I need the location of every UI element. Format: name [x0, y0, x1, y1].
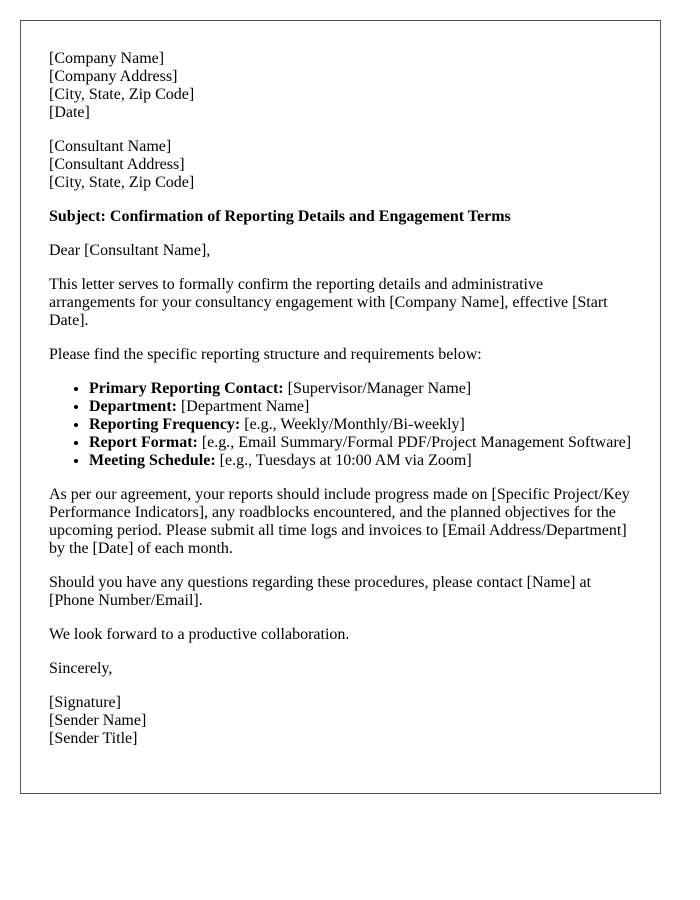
closing-line: We look forward to a productive collaboration. — [49, 626, 350, 643]
signature: [Signature] — [49, 694, 121, 711]
item-value: [Department Name] — [176, 398, 310, 415]
sender-title: [Sender Title] — [49, 730, 138, 747]
company-name: [Company Name] — [49, 50, 165, 67]
questions-paragraph: Should you have any questions regarding these procedures, please contact [Name] at [Phone Number/Email]. — [49, 574, 592, 609]
subject-text: Subject: Confirmation of Reporting Details and Engagement Terms — [49, 208, 511, 225]
item-value: [e.g., Email Summary/Formal PDF/Project Management Software] — [197, 434, 632, 451]
sender-address — [49, 50, 632, 122]
intro-paragraph: This letter serves to formally confirm the reporting details and administrative arrangements for your consultancy engagement with [Company Name], effective [Start Date]. — [49, 276, 608, 329]
signoff: Sincerely, — [49, 660, 113, 677]
list-item — [89, 434, 632, 452]
agreement-paragraph: As per our agreement, your reports should include progress made on [Specific Project/Key Performance Indicators], any roadblocks encountered, and the planned objectives for the upcoming period. Please submit all time logs and invoices to [Email Address/Department] by the [Date] of each month. — [49, 486, 630, 557]
item-value: [Supervisor/Manager Name] — [283, 380, 472, 397]
consultant-name: [Consultant Name] — [49, 138, 172, 155]
item-label: Reporting Frequency: — [89, 416, 241, 433]
item-label: Report Format: — [89, 434, 198, 451]
item-label: Meeting Schedule: — [89, 452, 216, 469]
signature-block — [49, 694, 632, 748]
list-intro: Please find the specific reporting structure and requirements below: — [49, 346, 482, 363]
list-item — [89, 380, 632, 398]
list-item — [89, 452, 632, 470]
item-label: Department: — [89, 398, 177, 415]
letter — [20, 20, 661, 794]
sender-name: [Sender Name] — [49, 712, 147, 729]
item-value: [e.g., Tuesdays at 10:00 AM via Zoom] — [215, 452, 472, 469]
salutation: Dear [Consultant Name], — [49, 242, 211, 259]
company-address: [Company Address] — [49, 68, 178, 85]
consultant-address: [Consultant Address] — [49, 156, 185, 173]
list-item — [89, 398, 632, 416]
reporting-details-list — [49, 380, 632, 470]
letter-date: [Date] — [49, 104, 90, 121]
list-item — [89, 416, 632, 434]
subject-line — [49, 208, 632, 226]
recipient-address — [49, 138, 632, 192]
consultant-city: [City, State, Zip Code] — [49, 174, 195, 191]
item-value: [e.g., Weekly/Monthly/Bi-weekly] — [240, 416, 465, 433]
item-label: Primary Reporting Contact: — [89, 380, 284, 397]
company-city: [City, State, Zip Code] — [49, 86, 195, 103]
